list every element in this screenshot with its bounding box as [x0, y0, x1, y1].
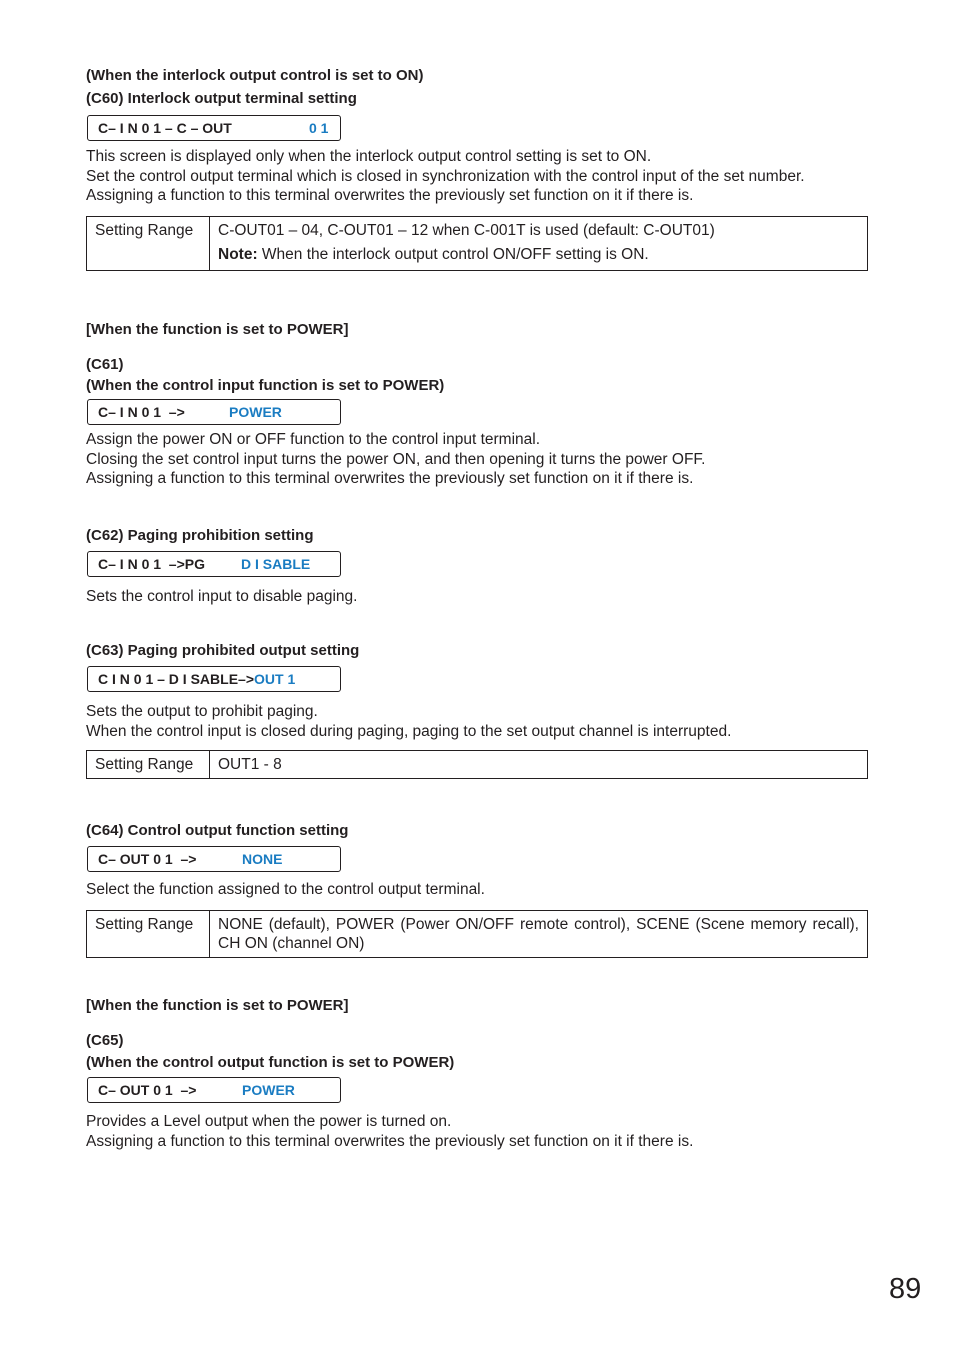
lcd-label: C– I N 0 1 –>PG: [98, 556, 205, 572]
lcd-label: C– OUT 0 1 –>: [98, 851, 197, 867]
c61-paragraph: [86, 430, 705, 489]
power-input-section-heading: [When the function is set to POWER]: [86, 321, 349, 338]
c60-paragraph: [86, 147, 805, 206]
c63-heading: (C63) Paging prohibited output setting: [86, 642, 360, 659]
c64-heading: (C64) Control output function setting: [86, 822, 349, 839]
c63-paragraph: [86, 702, 731, 741]
c65-context-heading: (When the control output function is set to POWER): [86, 1054, 455, 1071]
paragraph-line: Sets the output to prohibit paging.: [86, 703, 318, 720]
c65-heading: (C65): [86, 1032, 124, 1049]
power-output-section-heading: [When the function is set to POWER]: [86, 997, 349, 1014]
paragraph-line: Set the control output terminal which is closed in synchronization with the control input of the set number.: [86, 167, 805, 185]
c64-lcd-display: [87, 846, 341, 872]
c65-lcd-display: [87, 1077, 341, 1103]
c60-lcd-display: [87, 115, 341, 141]
c64-paragraph: Select the function assigned to the control output terminal.: [86, 881, 485, 898]
c64-setting-range-table: [86, 910, 868, 958]
page-number: 89: [889, 1273, 922, 1305]
paragraph-line: Provides a Level output when the power is turned on.: [86, 1113, 452, 1130]
note: [218, 245, 859, 264]
setting-range-label: Setting Range: [87, 217, 210, 271]
paragraph-line: Closing the set control input turns the power ON, and then opening it turns the power OFF.: [86, 450, 706, 468]
paragraph-line: Assigning a function to this terminal overwrites the previously set function on it if there is.: [86, 470, 694, 487]
c62-paragraph: Sets the control input to disable paging.: [86, 588, 358, 605]
c62-heading: (C62) Paging prohibition setting: [86, 527, 314, 544]
c60-setting-range-table: [86, 216, 868, 271]
lcd-label: C– I N 0 1 –>: [98, 404, 185, 420]
c62-lcd-display: [87, 551, 341, 577]
paragraph-line: Assign the power ON or OFF function to the control input terminal.: [86, 431, 541, 448]
c61-context-heading: (When the control input function is set to POWER): [86, 377, 445, 394]
setting-range-value: [210, 217, 868, 271]
c65-paragraph: [86, 1112, 693, 1151]
lcd-value: D I SABLE: [241, 556, 311, 572]
lcd-value: NONE: [242, 851, 283, 867]
lcd-label: C– I N 0 1 – C – OUT: [98, 120, 232, 136]
paragraph-line: Assigning a function to this terminal overwrites the previously set function on it if there is.: [86, 187, 694, 204]
lcd-value: OUT 1: [254, 671, 296, 687]
note-label: Note:: [218, 246, 258, 263]
lcd-value: POWER: [229, 404, 282, 420]
setting-range-value: NONE (default), POWER (Power ON/OFF remote control), SCENE (Scene memory recall), CH ON (channel ON): [210, 911, 868, 958]
c63-lcd-display: [87, 666, 341, 692]
paragraph-line: Assigning a function to this terminal overwrites the previously set function on it if there is.: [86, 1132, 694, 1150]
setting-range-label: Setting Range: [87, 911, 210, 958]
c61-heading: (C61): [86, 356, 124, 373]
setting-range-value: OUT1 - 8: [210, 751, 868, 779]
lcd-value: POWER: [242, 1082, 295, 1098]
paragraph-line: When the control input is closed during paging, paging to the set output channel is interrupted.: [86, 722, 732, 740]
c60-heading: (C60) Interlock output terminal setting: [86, 90, 357, 107]
range-text: C-OUT01 – 04, C-OUT01 – 12 when C-001T is used (default: C-OUT01): [218, 222, 715, 239]
paragraph-line: This screen is displayed only when the interlock output control setting is set to ON.: [86, 148, 652, 165]
note-text: When the interlock output control ON/OFF setting is ON.: [257, 246, 649, 263]
lcd-label: C– OUT 0 1 –>: [98, 1082, 197, 1098]
setting-range-label: Setting Range: [87, 751, 210, 779]
lcd-value: 0 1: [309, 120, 329, 136]
lcd-label: C I N 0 1 – D I SABLE–>: [98, 671, 254, 687]
c63-setting-range-table: [86, 750, 868, 779]
c60-context-heading: (When the interlock output control is set to ON): [86, 67, 424, 84]
c61-lcd-display: [87, 399, 341, 425]
